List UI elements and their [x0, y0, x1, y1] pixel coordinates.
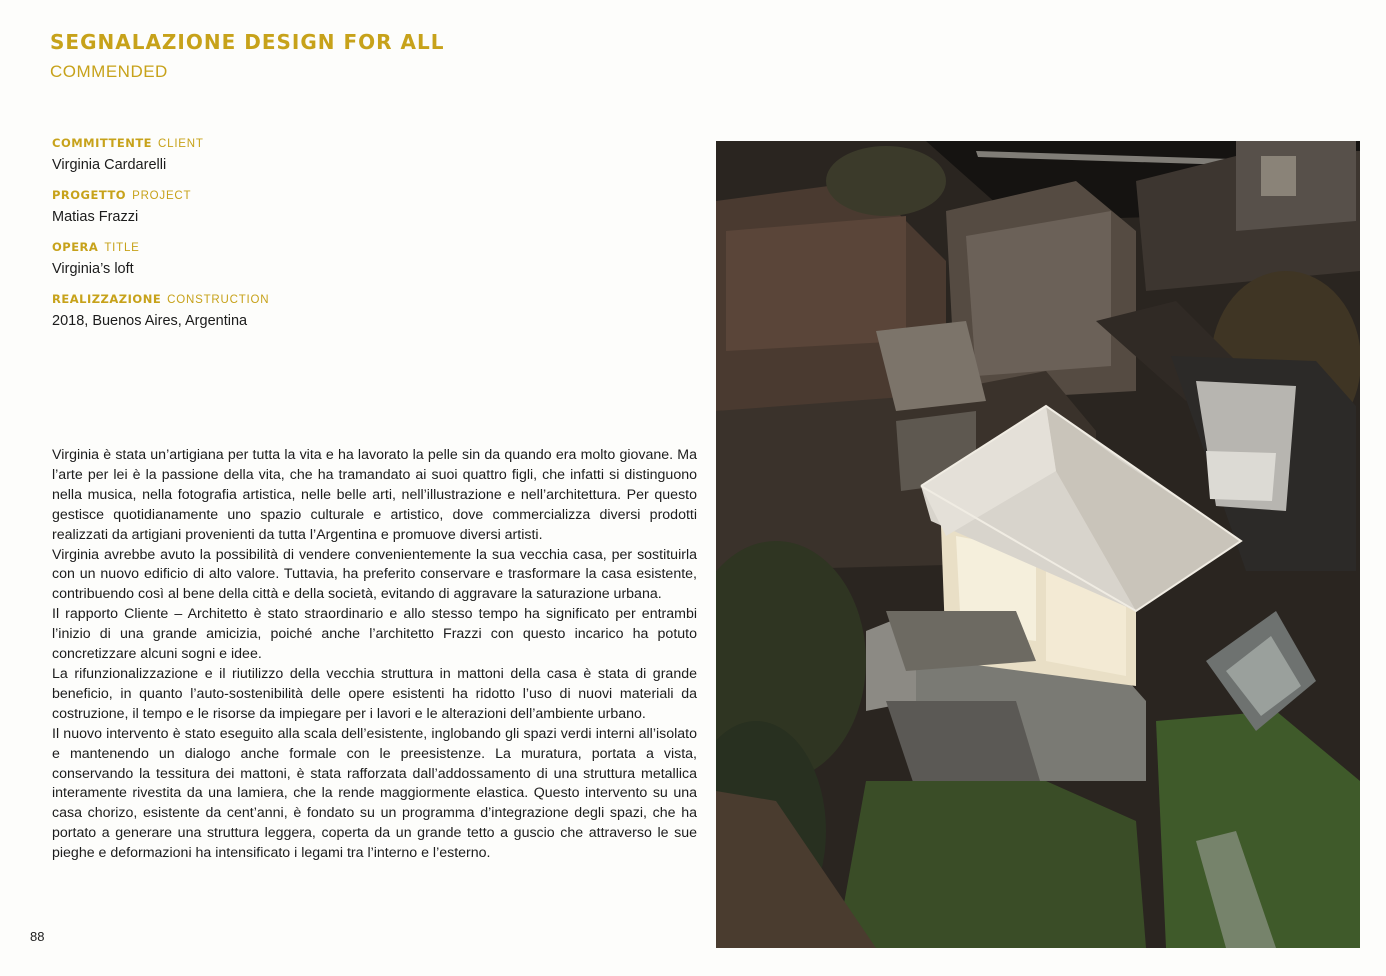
credit-label-construction	[52, 290, 652, 308]
credit-label-it: COMMITTENTE	[52, 136, 153, 150]
credit-label-en: PROJECT	[132, 190, 192, 202]
credit-value-title: Virginia’s loft	[52, 261, 134, 277]
credit-value-client: Virginia Cardarelli	[52, 157, 167, 173]
credit-value-project: Matias Frazzi	[52, 209, 139, 225]
award-title: SEGNALAZIONE DESIGN FOR ALL	[50, 30, 445, 54]
credit-label-en: CLIENT	[158, 138, 204, 150]
body-paragraph: La rifunzionalizzazione e il riutilizzo della vecchia struttura in mattoni della casa è stata di grande beneficio, in quanto l’auto-sostenibilità delle opere esistenti ha ridotto l’uso di nuovi materiali da costruzione, il tempo e le risorse da impiegare per i lavori e le alterazioni dell’ambiente urbano.	[52, 665, 697, 722]
credit-value-construction: 2018, Buenos Aires, Argentina	[52, 313, 248, 329]
credit-label-project	[52, 186, 652, 204]
body-paragraph: Virginia avrebbe avuto la possibilità di vendere convenientemente la sua vecchia casa, per sostituirla con un nuovo edificio di alto valore. Tuttavia, ha preferito conservare e trasformare la casa esistente, contribuendo così al bene della città e della società, evitando di aggravare la saturazione urbana.	[52, 546, 697, 603]
body-paragraph: Il rapporto Cliente – Architetto è stato straordinario e allo stesso tempo ha significato per entrambi l’inizio di una grande amicizia, poiché anche l’architetto Frazzi con questo incarico ha potuto concretizzare alcuni sogni e idee.	[52, 606, 697, 663]
credit-label-title	[52, 238, 652, 256]
credit-label-it: OPERA	[52, 240, 99, 254]
credit-label-client	[52, 134, 652, 152]
credits-block	[52, 134, 652, 334]
body-paragraph: Virginia è stata un’artigiana per tutta la vita e ha lavorato la pelle sin da quando era molto giovane. Ma l’arte per lei è la passione della vita, che ha tramandato ai suoi quattro figli, che infatti si distinguono nella musica, nella fotografia artistica, nelle belle arti, nell’illustrazione e nell’architettura. Per questo gestisce quotidianamente uno spazio culturale e artistico, dove commercializza diversi prodotti realizzati da artigiani provenienti da tutta l’Argentina e promuove diversi artisti.	[52, 447, 697, 543]
award-subtitle: COMMENDED	[50, 62, 168, 81]
aerial-night-photo-illustration	[716, 141, 1360, 948]
aerial-night-photo	[716, 141, 1360, 948]
credit-label-en: CONSTRUCTION	[167, 294, 270, 306]
page-number: 88	[30, 929, 45, 944]
credit-label-it: REALIZZAZIONE	[52, 292, 162, 306]
body-paragraph: Il nuovo intervento è stato eseguito alla scala dell’esistente, inglobando gli spazi verdi interni all’isolato e mantenendo un dialogo anche formale con le preesistenze. La muratura, portata a vista, conservando la tessitura dei mattoni, è stata rafforzata dall’addossamento di una struttura metallica interamente rivestita da una lamiera, che la rende maggiormente elastica. Questo intervento su una casa chorizo, esistente da cent’anni, è fondato su un programma d’integrazione degli spazi, che ha portato a generare una struttura leggera, coperta da un grande tetto a guscio che attraverso le sue pieghe e deformazioni ha intensificato i legami tra l’interno e l’esterno.	[52, 725, 697, 862]
credit-label-it: PROGETTO	[52, 188, 127, 202]
credit-label-en: TITLE	[104, 242, 140, 254]
article-body	[52, 446, 697, 864]
